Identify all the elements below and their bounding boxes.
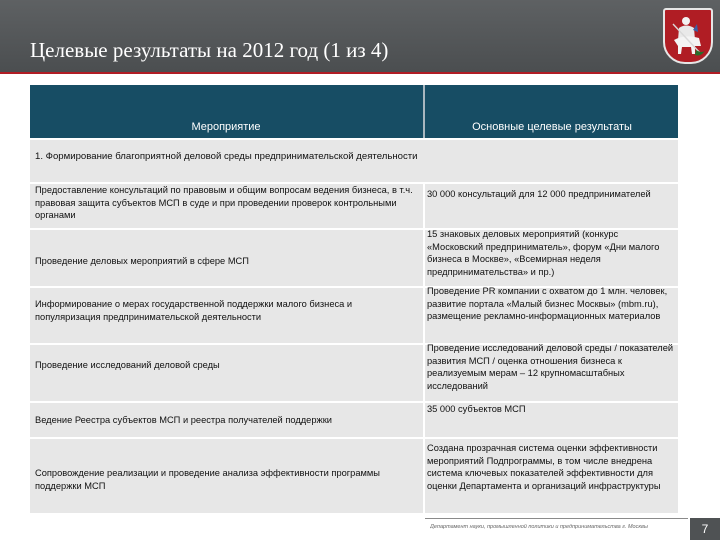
result-cell: Проведение PR компании с охватом до 1 млн. человек, развитие портала «Малый бизнес Москвы» (mbm.ru), размещение рекламно-информационных материалов — [427, 286, 668, 322]
table-row — [30, 345, 678, 401]
column-header-activity: Мероприятие — [191, 121, 261, 133]
footer-note: Департамент науки, промышленной политики и предпринимательства г. Москвы — [430, 524, 648, 530]
activity-cell: Предоставление консультаций по правовым и общим вопросам ведения бизнеса, в т.ч. правовая защита субъектов МСП в суде и при проведении проверок контрольными органами — [35, 185, 413, 221]
header-divider — [0, 72, 720, 74]
table-row — [30, 230, 678, 286]
table-row — [30, 288, 678, 343]
column-divider — [423, 184, 425, 228]
section-heading-row — [30, 140, 678, 182]
column-divider — [423, 439, 425, 513]
table-row — [30, 439, 678, 513]
slide-header — [0, 0, 720, 72]
page-number: 7 — [701, 522, 709, 536]
column-divider — [423, 230, 425, 286]
result-cell: 15 знаковых деловых мероприятий (конкурс «Московский предприниматель», форум «Дни малого бизнеса в Москве», «Всемирная неделя предпринимательства» и пр.) — [427, 229, 660, 277]
column-header-results: Основные целевые результаты — [472, 121, 632, 133]
activity-cell: Проведение деловых мероприятий в сфере МСП — [35, 256, 249, 266]
activity-cell: Проведение исследований деловой среды — [35, 360, 220, 370]
page-number-box — [690, 518, 720, 540]
activity-cell: Информирование о мерах государственной поддержки малого бизнеса и популяризация предпринимательской деятельности — [35, 299, 353, 322]
column-divider — [423, 288, 425, 343]
result-cell: Создана прозрачная система оценки эффективности мероприятий Подпрограммы, в том числе внедрена система ключевых показателей эффективности для оценки Департамента и организаций инфраструктуры — [427, 443, 661, 491]
table-header — [30, 85, 678, 138]
header-column-divider — [423, 85, 425, 138]
result-cell: Проведение исследований деловой среды / показателей развития МСП / оценка отношения бизнеса к реализуемым мерам – 12 крупномасштабных исследований — [427, 343, 674, 391]
column-divider — [423, 345, 425, 401]
result-cell: 35 000 субъектов МСП — [427, 404, 526, 414]
footer-divider — [425, 518, 688, 519]
results-table — [30, 85, 678, 515]
result-cell: 30 000 консультаций для 12 000 предпринимателей — [427, 189, 651, 199]
table-row — [30, 184, 678, 228]
slide-title: Целевые результаты на 2012 год (1 из 4) — [30, 38, 389, 62]
section-heading: 1. Формирование благоприятной деловой среды предпринимательской деятельности — [35, 151, 418, 162]
activity-cell: Ведение Реестра субъектов МСП и реестра получателей поддержки — [35, 415, 333, 425]
moscow-coat-of-arms-icon — [663, 8, 713, 64]
activity-cell: Сопровождение реализации и проведение анализа эффективности программы поддержки МСП — [35, 468, 380, 491]
column-divider — [423, 403, 425, 437]
table-row — [30, 403, 678, 437]
